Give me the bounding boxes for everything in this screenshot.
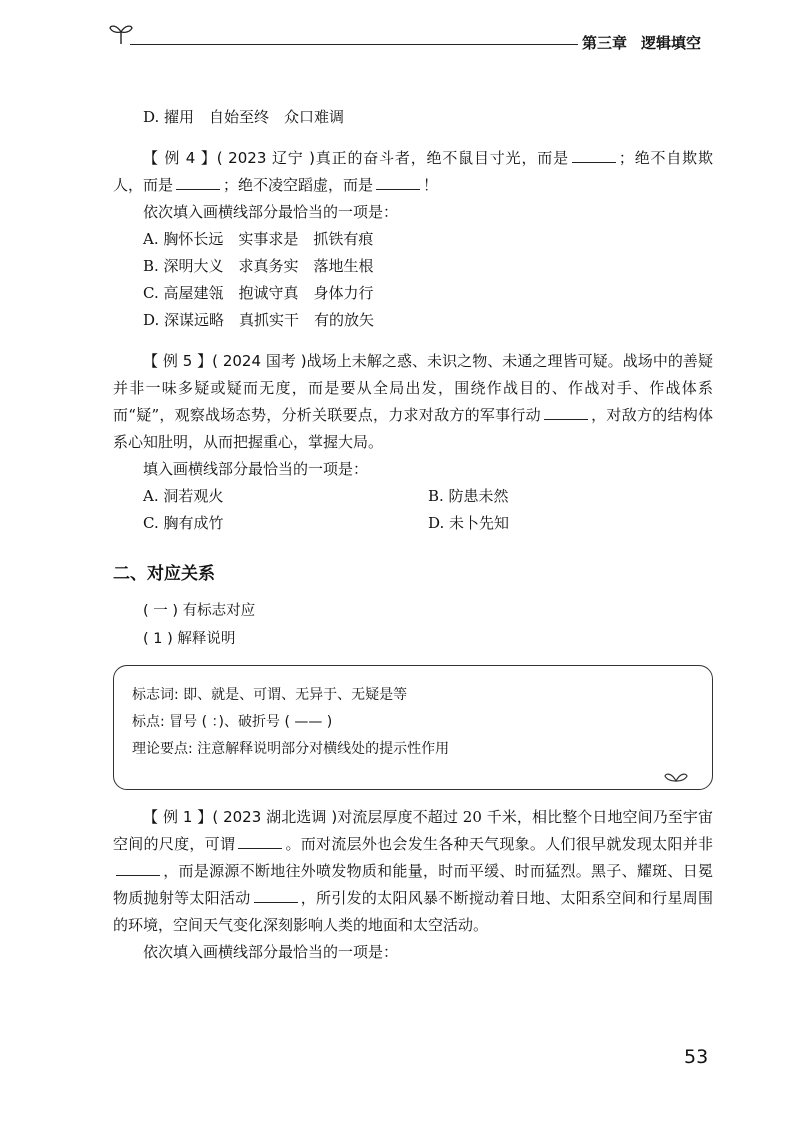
example-1-text-4: ，所引发的太阳风暴不断搅动着日地、太阳系空间和行星周围的环境，空间天气变化深刻影响人类的地面和太空活动。 <box>113 889 713 934</box>
example-5-tag: 【 例 5 】 <box>143 352 213 370</box>
subsubsection-title: ( 1 ) 解释说明 <box>143 631 236 647</box>
example-4 <box>113 145 713 334</box>
example-5-text-2: ，对敌方的结构体系心知肚明，从而把握重心，掌握大局。 <box>113 406 713 451</box>
header-rule <box>130 44 578 45</box>
example-1-prompt: 依次填入画横线部分最恰当的一项是： <box>143 943 399 961</box>
example-1-text-2: 。而对流层外也会发生各种天气现象。人们很早就发现太阳并非 <box>285 835 713 853</box>
example-4-option-d: D. 深谋远略 真抓实干 有的放矢 <box>143 311 375 329</box>
example-1-text-1: 对流层厚度不超过 20 千米，相比整个日地空间乃至宇宙空间的尺度，可谓 <box>113 808 713 853</box>
example-1-source: ( 2023 湖北选调 ) <box>212 808 338 826</box>
tip-box-line-3: 理论要点: 注意解释说明部分对横线处的提示性作用 <box>132 741 450 757</box>
blank-line <box>376 175 420 190</box>
example-4-source: ( 2023 辽宁 ) <box>216 149 316 167</box>
example-5-options <box>143 483 713 537</box>
example-5-prompt: 填入画横线部分最恰当的一项是： <box>143 460 369 478</box>
example-4-text-4: ！ <box>423 176 439 194</box>
example-1-text-3: ，而是源源不断地往外喷发物质和能量，时而平缓、时而猛烈。黑子、耀斑、日冕物质抛射等太阳活动 <box>113 862 713 907</box>
example-4-option-b: B. 深明大义 求真务实 落地生根 <box>143 257 374 275</box>
example-4-text-3: ；绝不凌空蹈虚，而是 <box>223 176 374 194</box>
example-5-option-b: B. 防患未然 <box>428 487 509 505</box>
subsection-title: ( 一 ) 有标志对应 <box>143 603 256 619</box>
example-4-option-c: C. 高屋建瓴 抱诚守真 身体力行 <box>143 284 374 302</box>
example-4-stem <box>113 145 713 199</box>
example-4-text-2: ；绝不自欺欺人，而是 <box>113 149 713 194</box>
blank-line <box>238 834 282 849</box>
example-4-option-a: A. 胸怀长远 实事求是 抓铁有痕 <box>143 230 374 248</box>
blank-line <box>116 861 160 876</box>
example-5-option-c: C. 胸有成竹 <box>143 514 224 532</box>
tip-box <box>113 665 713 790</box>
example-4-prompt: 依次填入画横线部分最恰当的一项是： <box>143 203 399 221</box>
page-header <box>108 22 728 62</box>
chapter-number: 第三章 <box>582 34 628 52</box>
chapter-title: 逻辑填空 <box>641 34 702 52</box>
example-1 <box>113 804 713 966</box>
chapter-heading <box>582 32 701 53</box>
example-1-stem <box>113 804 713 939</box>
example-5-stem <box>113 348 713 456</box>
prev-option-d: D. 擢用 自始至终 众口难调 <box>143 108 345 126</box>
tip-box-line-2: 标点: 冒号 ( ：)、破折号 ( —— ) <box>132 714 333 730</box>
example-5-option-d: D. 未卜先知 <box>428 514 510 532</box>
blank-line <box>176 175 220 190</box>
tip-box-line-1: 标志词: 即、就是、可谓、无异于、无疑是等 <box>132 687 408 703</box>
example-1-tag: 【 例 1 】 <box>143 808 213 826</box>
section-title: 二、对应关系 <box>113 564 215 584</box>
blank-line <box>572 148 616 163</box>
blank-line <box>544 405 588 420</box>
example-5-option-a: A. 洞若观火 <box>143 487 224 505</box>
page-content <box>113 104 713 966</box>
example-5 <box>113 348 713 537</box>
example-4-tag: 【 例 4 】 <box>143 149 217 167</box>
leaf-icon <box>664 769 688 783</box>
example-5-text-1: 战场上未解之惑、未识之物、未通之理皆可疑。战场中的善疑并非一味多疑或疑而无度，而是要从全局出发，围绕作战目的、作战对手、作战体系而“疑”，观察战场态势，分析关联要点，力求对敌方的军事行动 <box>113 352 713 424</box>
blank-line <box>254 888 298 903</box>
page-number: 53 <box>684 1046 709 1068</box>
example-4-text-1: 真正的奋斗者，绝不鼠目寸光，而是 <box>315 149 569 167</box>
sprout-icon <box>108 22 134 46</box>
example-5-source: ( 2024 国考 ) <box>212 352 307 370</box>
